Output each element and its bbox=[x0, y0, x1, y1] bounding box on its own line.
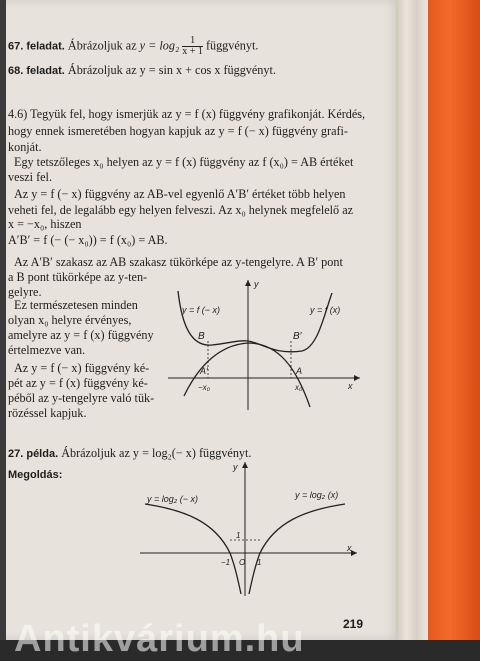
curve-log-neg-x bbox=[145, 504, 241, 594]
curve-f-x bbox=[178, 291, 332, 352]
point-a-label: A bbox=[296, 366, 303, 376]
fig2-tick-one: 1 bbox=[236, 531, 241, 540]
page-number: 219 bbox=[343, 617, 364, 631]
section-line-11: a B pont tükörképe az y-ten- bbox=[8, 270, 148, 284]
fig1-label-left: y = f (− x) bbox=[182, 305, 221, 315]
side-text-2a: Az y = f (− x) függvény ké- bbox=[14, 361, 150, 375]
fig1-x-label: x bbox=[348, 381, 353, 391]
fig1-x-neg-label: −x₀ bbox=[198, 383, 211, 392]
binding-shadow bbox=[0, 0, 6, 640]
side-text-2c: péből az y-tengelyre való tük- bbox=[8, 391, 155, 405]
fig2-tick-pos1: 1 bbox=[257, 558, 262, 567]
fig2-label-left: y = log₂ (− x) bbox=[147, 494, 198, 504]
exercise-67-number: 67. feladat. bbox=[8, 40, 65, 53]
exercise-67-tail: függvényt. bbox=[205, 38, 259, 53]
section-line-12: gelyre. bbox=[8, 285, 42, 299]
page-edges bbox=[396, 0, 430, 640]
exercise-68-number: 68. feladat. bbox=[8, 65, 65, 77]
x-arrow bbox=[354, 375, 360, 381]
book-cover bbox=[428, 0, 480, 640]
exercise-67-text: Ábrázoljuk az bbox=[67, 38, 137, 53]
fig2-label-right: y = log₂ (x) bbox=[295, 490, 339, 500]
log-figure bbox=[135, 458, 365, 598]
example-27-text: Ábrázoljuk az y = log₂(− x) függvényt. bbox=[61, 446, 252, 460]
reflection-figure bbox=[160, 275, 370, 415]
fig2-tick-neg1: −1 bbox=[221, 558, 231, 567]
fig1-y-label: y bbox=[254, 279, 259, 289]
section-line-8: x = −x₀, hiszen bbox=[8, 217, 82, 231]
side-text-1b: olyan x₀ helyre érvényes, bbox=[8, 313, 132, 327]
section-line-7: veheti fel, de legalább egy helyen felveszi. Az x₀ helynek megfelelő az bbox=[8, 203, 354, 217]
point-b-label: B bbox=[198, 331, 205, 342]
section-line-2: hogy ennek ismeretében hogyan kapjuk az y = f (− x) függvény grafi- bbox=[8, 124, 348, 138]
section-line-1: 4.6) Tegyük fel, hogy ismerjük az y = f (x) függvény grafikonját. Kérdés, bbox=[8, 107, 366, 121]
point-a-prime-label: A′ bbox=[200, 366, 208, 376]
fig1-label-right: y = f (x) bbox=[310, 305, 341, 315]
side-text-2b: pét az y = f (x) függvény ké- bbox=[8, 376, 148, 390]
y-arrow bbox=[245, 280, 251, 286]
exercise-68-text: Ábrázoljuk az y = sin x + cos x függvényt. bbox=[67, 63, 276, 77]
side-text-1c: amelyre az y = f (x) függvény bbox=[8, 328, 154, 342]
section-line-4: Egy tetszőleges x₀ helyen az y = f (x) függvény az f (x₀) = AB értéket bbox=[14, 155, 354, 169]
side-text-2d: rözéssel kapjuk. bbox=[8, 406, 87, 420]
point-b-prime-label: B′ bbox=[293, 331, 302, 342]
exercise-67-equation: y = log₂ bbox=[139, 38, 180, 53]
exercise-68 bbox=[8, 63, 276, 79]
side-text-1a: Ez természetesen minden bbox=[14, 298, 138, 312]
section-formula: A′B′ = f (− (− x₀)) = f (x₀) = AB. bbox=[8, 233, 168, 247]
fig2-x-label: x bbox=[347, 543, 352, 553]
side-text-1d: értelmezve van. bbox=[8, 343, 86, 357]
x-arrow-2 bbox=[351, 550, 357, 556]
section-line-10: Az A′B′ szakasz az AB szakasz tükörképe az y-tengelyre. A B′ pont bbox=[14, 255, 343, 269]
exercise-67-fraction: $\frac{1}{x + 1}$ bbox=[182, 35, 203, 57]
section-line-5: veszi fel. bbox=[8, 170, 52, 184]
section-line-3: konját. bbox=[8, 140, 42, 154]
exercise-67 bbox=[8, 36, 258, 57]
y-arrow-2 bbox=[242, 462, 248, 468]
fig2-origin: O bbox=[239, 558, 246, 567]
fig1-x-pos-label: x₀ bbox=[295, 383, 303, 392]
fig2-y-label: y bbox=[233, 462, 238, 472]
section-line-6: Az y = f (− x) függvény az AB-vel egyenlő A′B′ értéket több helyen bbox=[14, 187, 346, 201]
example-27-number: 27. példa. bbox=[8, 448, 59, 460]
watermark: Antikvárium.hu bbox=[14, 618, 305, 660]
solution-heading: Megoldás: bbox=[8, 469, 63, 481]
curve-log-x bbox=[249, 504, 345, 594]
